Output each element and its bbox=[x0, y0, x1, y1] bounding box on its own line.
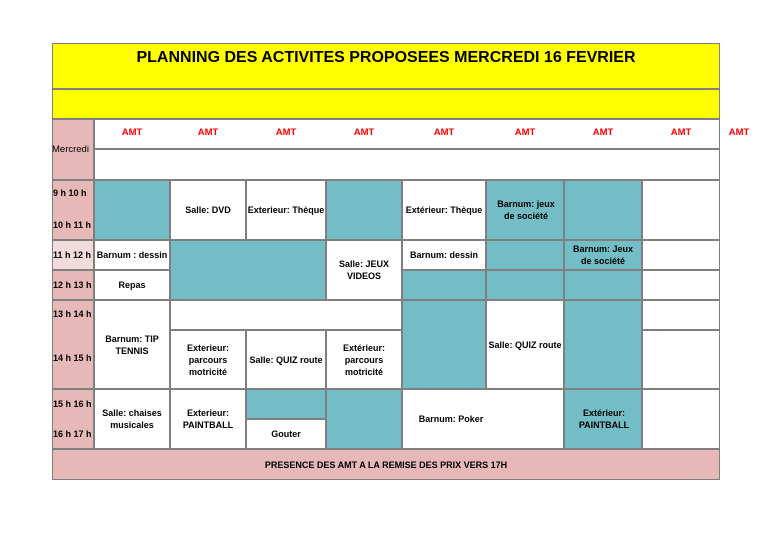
activity-barnum-dessin-1: Barnum : dessin bbox=[96, 250, 168, 260]
time-label-12-13: 12 h 13 h bbox=[53, 280, 92, 290]
amt-label-3: AMT bbox=[275, 127, 297, 138]
slot-col2-4-13-14 bbox=[170, 300, 402, 330]
activity-salle-quiz-1: Salle: QUIZ route bbox=[249, 354, 323, 365]
slot-col8-12-13 bbox=[642, 270, 720, 300]
activity-ext-theque-2: Extérieur: Thèque bbox=[405, 205, 483, 215]
activity-barnum-poker: Barnum: Poker bbox=[418, 414, 484, 424]
slot-col5-13-15 bbox=[402, 300, 486, 389]
activity-barnum-dessin-2: Barnum: dessin bbox=[409, 250, 478, 260]
slot-col7-13-15 bbox=[564, 300, 642, 389]
activity-ext-theque-1: Exterieur: Thèque bbox=[247, 205, 325, 215]
amt-label-2: AMT bbox=[197, 127, 219, 138]
slot-col8-11-12 bbox=[642, 240, 720, 270]
activity-salle-chaises: Salle: chaises musicales bbox=[102, 408, 162, 430]
activity-gouter: Gouter bbox=[271, 429, 301, 439]
activity-barnum-jeux-1: Barnum: jeux de société bbox=[497, 199, 555, 221]
time-label-14-15: 14 h 15 h bbox=[53, 353, 92, 363]
activity-salle-quiz-2: Salle: QUIZ route bbox=[488, 339, 562, 350]
day-label: Mercredi bbox=[52, 144, 89, 155]
activity-salle-dvd: Salle: DVD bbox=[185, 205, 231, 215]
slot-col5-12-13 bbox=[402, 270, 486, 300]
activity-ext-paintball-2: Extérieur: PAINTBALL bbox=[578, 408, 630, 430]
amt-label-4: AMT bbox=[353, 127, 375, 138]
slot-col4-15-17 bbox=[326, 389, 402, 449]
slot-col8-13-14 bbox=[642, 300, 720, 330]
slot-col8-14-15 bbox=[642, 330, 720, 389]
activity-ext-paintball-1: Exterieur: PAINTBALL bbox=[182, 408, 234, 430]
activity-barnum-jeux-2: Barnum: Jeux de société bbox=[572, 244, 634, 266]
time-label-16-17: 16 h 17 h bbox=[53, 429, 92, 439]
activity-barnum-tip-tennis: Barnum: TIP TENNIS bbox=[105, 334, 159, 356]
slot-col2-3-11-13 bbox=[170, 240, 326, 300]
slot-col7-12-13 bbox=[564, 270, 642, 300]
slot-col8-9-11 bbox=[642, 180, 720, 240]
activity-salle-jeux-videos: Salle: JEUX VIDEOS bbox=[338, 259, 390, 281]
slot-col3-15-16 bbox=[246, 389, 326, 419]
time-label-10-11: 10 h 11 h bbox=[53, 220, 92, 230]
time-label-9-10: 9 h 10 h bbox=[53, 188, 87, 198]
time-label-13-14: 13 h 14 h bbox=[53, 309, 92, 319]
slot-col8-15-17 bbox=[642, 389, 720, 449]
time-label-11-12: 11 h 12 h bbox=[53, 250, 92, 260]
amt-label-7: AMT bbox=[592, 127, 614, 138]
amt-label-8: AMT bbox=[670, 127, 692, 138]
slot-col6-11-12 bbox=[486, 240, 564, 270]
activity-repas: Repas bbox=[118, 280, 146, 290]
activity-ext-parcours-2: Extérieur: parcours motricité bbox=[342, 342, 386, 377]
slot-col4-9-11 bbox=[326, 180, 402, 240]
footer-text: PRESENCE DES AMT A LA REMISE DES PRIX VERS 17H bbox=[264, 459, 508, 470]
amt-label-1: AMT bbox=[121, 127, 143, 138]
amt-label-5: AMT bbox=[433, 127, 455, 138]
page-title: PLANNING DES ACTIVITES PROPOSEES MERCREDI 16 FEVRIER bbox=[136, 49, 636, 66]
activity-ext-parcours-1: Exterieur: parcours motricité bbox=[186, 342, 230, 377]
yellow-band bbox=[52, 89, 720, 119]
slot-col6-12-13 bbox=[486, 270, 564, 300]
amt-label-6: AMT bbox=[514, 127, 536, 138]
slot-col1-9-11 bbox=[94, 180, 170, 240]
amt-label-outside: AMT bbox=[728, 127, 750, 138]
slot-col7-9-11 bbox=[564, 180, 642, 240]
time-label-15-16: 15 h 16 h bbox=[53, 399, 92, 409]
mercredi-row bbox=[94, 149, 720, 180]
